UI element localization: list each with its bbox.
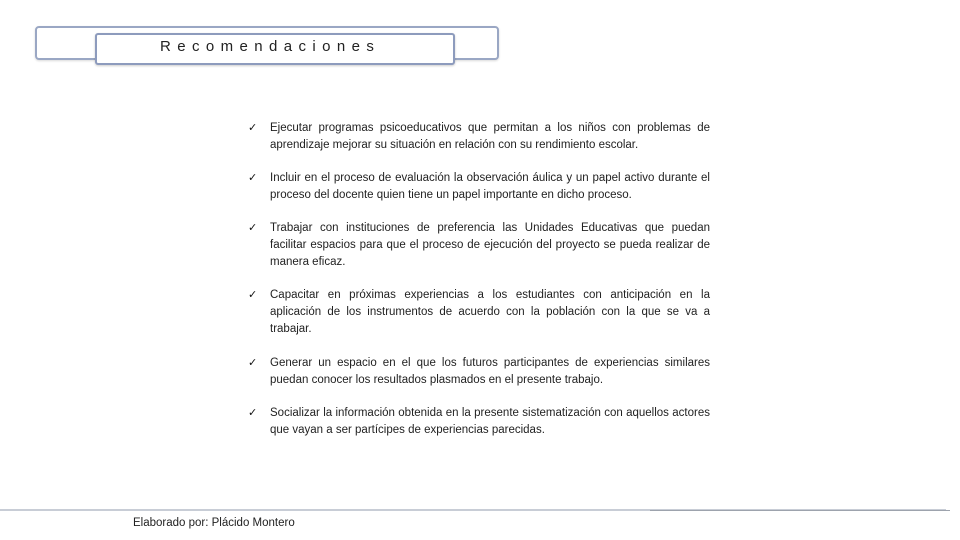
recommendation-text: Ejecutar programas psicoeducativos que permitan a los niños con problemas de aprendizaje mejorar su situación en relación con su rendimiento escolar.	[270, 122, 710, 151]
list-item	[248, 170, 710, 204]
recommendation-text: Trabajar con instituciones de preferencia las Unidades Educativas que puedan facilitar espacios para que el proceso de ejecución del proyecto se pueda realizar de manera eficaz.	[270, 222, 710, 268]
footer-divider-accent	[650, 510, 950, 511]
check-icon: ✓	[248, 172, 258, 184]
check-icon: ✓	[248, 289, 258, 301]
recommendation-text: Socializar la información obtenida en la presente sistematización con aquellos actores que vayan a ser partícipes de experiencias parecidas.	[270, 407, 710, 436]
footer-credit: Elaborado por: Plácido Montero	[133, 517, 295, 529]
recommendation-text: Generar un espacio en el que los futuros participantes de experiencias similares puedan conocer los resultados plasmados en el presente trabajo.	[270, 357, 710, 386]
recommendation-text: Incluir en el proceso de evaluación la observación áulica y un papel activo durante el proceso del docente quien tiene un papel importante en dicho proceso.	[270, 172, 710, 201]
recommendation-text: Capacitar en próximas experiencias a los estudiantes con anticipación en la aplicación de los instrumentos de acuerdo con la población con la que se va a trabajar.	[270, 289, 710, 335]
check-icon: ✓	[248, 122, 258, 134]
list-item	[248, 355, 710, 389]
list-item	[248, 405, 710, 439]
list-item	[248, 220, 710, 271]
check-icon: ✓	[248, 357, 258, 369]
check-icon: ✓	[248, 407, 258, 419]
recommendations-list	[248, 120, 710, 439]
list-item	[248, 120, 710, 154]
list-item	[248, 287, 710, 338]
page-title: Recomendaciones	[160, 38, 381, 55]
check-icon: ✓	[248, 222, 258, 234]
